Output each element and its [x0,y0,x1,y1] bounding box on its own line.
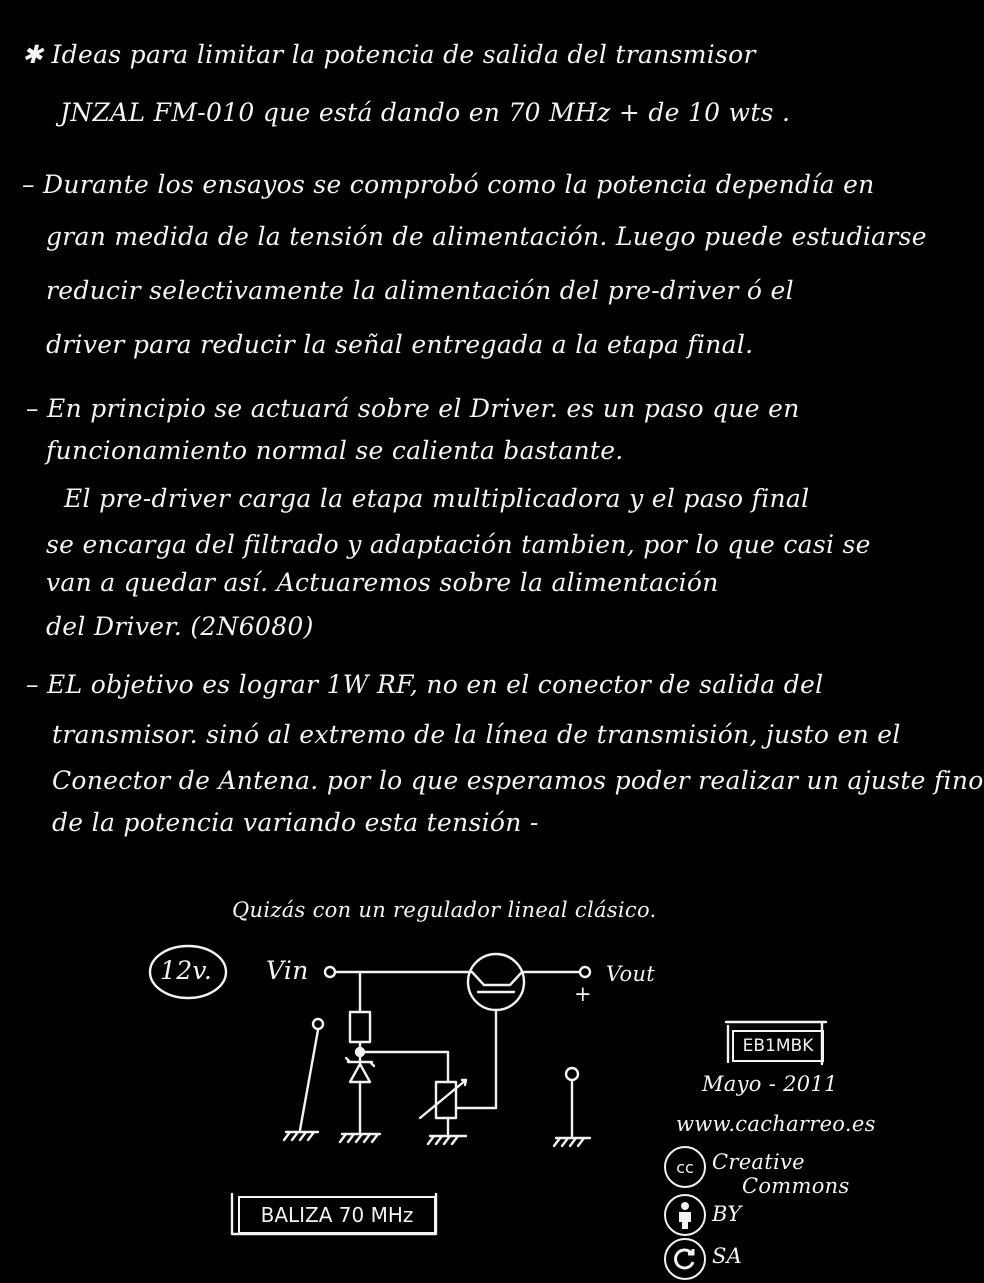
vin-label: Vin [266,956,309,985]
text-line: del Driver. (2N6080) [46,612,314,641]
text-line: funcionamiento normal se calienta bastante. [46,436,624,465]
text-line: transmisor. sinó al extremo de la línea de transmisión, justo en el [52,720,901,749]
note-title-line-2: JNZAL FM-010 que está dando en 70 MHz + de 10 wts . [60,98,791,127]
sa-label: SA [712,1244,743,1268]
text-line: reducir selectivamente la alimentación del pre-driver ó el [46,276,794,305]
text-line: – En principio se actuará sobre el Driver. es un paso que en [26,394,800,423]
note-title-line-1: ✱ Ideas para limitar la potencia de salida del transmisor [22,40,756,69]
zener-diode-icon [346,1058,374,1082]
vout-plus-label: + [574,982,592,1006]
text-line: El pre-driver carga la etapa multiplicadora y el paso final [64,484,810,513]
date-label: Mayo - 2011 [702,1072,838,1096]
text-line: van a quedar así. Actuaremos sobre la alimentación [46,568,719,597]
vout-terminal [580,967,590,977]
vin-terminal [325,967,335,977]
cc-icon: cc [664,1146,706,1188]
by-label: BY [712,1202,742,1226]
license-text-2: Commons [742,1174,850,1198]
license-text-1: Creative [712,1150,805,1174]
text-line: gran medida de la tensión de alimentación. Luego puede estudiarse [46,222,927,251]
text-line: Conector de Antena. por lo que esperamos poder realizar un ajuste fino [52,766,984,795]
text-line: se encarga del filtrado y adaptación tambien, por lo que casi se [46,530,871,559]
website-label: www.cacharreo.es [676,1112,876,1136]
text-line: – EL objetivo es lograr 1W RF, no en el conector de salida del [26,670,824,699]
pass-transistor-icon [468,954,524,1010]
potentiometer-icon [436,1082,456,1118]
ground-icon [284,1132,590,1146]
callsign-box: EB1MBK [732,1030,824,1062]
vout-label: Vout [606,962,656,986]
resistor-icon [350,1012,370,1042]
text-line: – Durante los ensayos se comprobó como la potencia dependía en [22,170,875,199]
by-icon [664,1194,706,1236]
project-label-box: BALIZA 70 MHz [238,1196,436,1234]
text-line: de la potencia variando esta tensión - [52,808,539,837]
text-line: driver para reducir la señal entregada a la etapa final. [46,330,754,359]
sa-icon [664,1238,706,1280]
supply-voltage-label: 12v. [160,956,213,985]
regulator-caption: Quizás con un regulador lineal clásico. [232,898,657,922]
